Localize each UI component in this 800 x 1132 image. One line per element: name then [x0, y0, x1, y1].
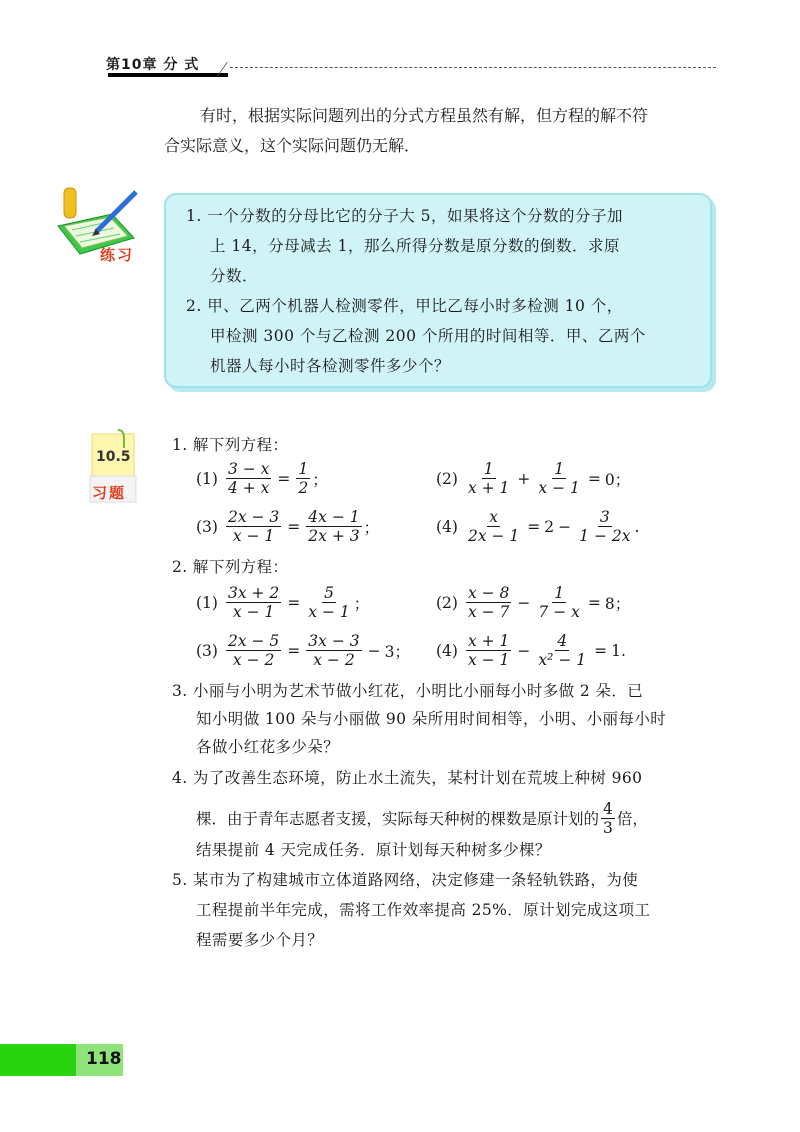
- q3-line-3: 各做小红花多少朵？: [196, 738, 340, 756]
- intro-line-1: 有时，根据实际问题列出的分式方程虽然有解，但方程的解不符: [200, 106, 649, 125]
- q2-eq-3: (3) $\frac{2x - 5}{x - 2}$ = $\frac{3x - 3}{x - 2}$ − 3；: [196, 632, 410, 669]
- header-underline: [108, 73, 228, 77]
- q2-3-label: (3): [196, 641, 218, 660]
- q1-eq-2: (2) $\frac{1}{x + 1}$ + $\frac{1}{x - 1}$ = 0；: [436, 460, 631, 497]
- q1-3-label: (3): [196, 517, 218, 536]
- q1-eq-1: (1) $\frac{3 - x}{4 + x}$ = $\frac{1}{2}$ ；: [196, 460, 328, 497]
- q2-eq-1: (1) $\frac{3x + 2}{x - 1}$ = $\frac{5}{x - 1}$ ；: [196, 584, 370, 621]
- q1-title: 1. 解下列方程：: [172, 436, 289, 454]
- q4-frac-num: 4: [603, 799, 613, 818]
- q2-eq-4: (4) $\frac{x + 1}{x - 1}$ − $\frac{4}{\text{x² − 1}}$ = 1.: [436, 632, 626, 669]
- practice-line-4: 2. 甲、乙两个机器人检测零件，甲比乙每小时多检测 10 个，: [186, 297, 623, 315]
- q1-2-label: (2): [436, 469, 458, 488]
- exercise-badge-number: 10.5: [96, 449, 131, 465]
- q1-eq-3: (3) $\frac{2x - 3}{x - 1}$ = $\frac{4x - 1}{2x + 3}$ ；: [196, 508, 380, 545]
- q4-line-1: 4. 为了改善生态环境，防止水土流失，某村计划在荒坡上种树 960: [172, 769, 643, 787]
- q2-1-label: (1): [196, 593, 218, 612]
- q2-2-label: (2): [436, 593, 458, 612]
- q4-line-3: 结果提前 4 天完成任务．原计划每天种树多少棵？: [196, 841, 551, 859]
- header-divider-slash: [217, 62, 238, 76]
- q1-1-label: (1): [196, 469, 218, 488]
- q1-eq-4: (4) $\frac{x}{2x - 1}$ = 2 − $\frac{3}{1 - 2x}$ .: [436, 508, 640, 545]
- q5-line-1: 5. 某市为了构建城市立体道路网络，决定修建一条轻轨铁路，为使: [172, 871, 639, 889]
- practice-line-1: 1. 一个分数的分母比它的分子大 5，如果将这个分数的分子加: [186, 207, 624, 225]
- q5-line-3: 程需要多少个月？: [196, 931, 324, 949]
- q4-line-2: [196, 794, 648, 842]
- q1-4-label: (4): [436, 517, 458, 536]
- q2-title: 2. 解下列方程：: [172, 558, 289, 576]
- q4-line-2-tail: 倍，: [616, 810, 648, 828]
- header-dashed-rule: [230, 67, 716, 68]
- page-number: 118: [86, 1049, 122, 1069]
- q2-eq-2: (2) $\frac{x - 8}{x - 7}$ − $\frac{1}{7 - x}$ = 8；: [436, 584, 631, 621]
- q4-line-2-text: 棵．由于青年志愿者支援，实际每天种树的棵数是原计划的: [196, 810, 600, 828]
- practice-line-3: 分数．: [210, 267, 259, 285]
- practice-line-2: 上 14，分母减去 1，那么所得分数是原分数的倒数．求原: [210, 237, 620, 255]
- q3-line-2: 知小明做 100 朵与小丽做 90 朵所用时间相等，小明、小丽每小时: [196, 710, 667, 728]
- intro-line-2: 合实际意义，这个实际问题仍无解．: [164, 136, 421, 155]
- exercise-badge-label: 习题: [92, 484, 127, 502]
- q4-frac-den: 3: [603, 818, 613, 837]
- q2-4-label: (4): [436, 641, 458, 660]
- q3-line-1: 3. 小丽与小明为艺术节做小红花，小明比小丽每小时多做 2 朵．已: [172, 682, 644, 700]
- practice-label: 练习: [100, 246, 135, 264]
- page-number-bar-accent: [0, 1044, 76, 1076]
- practice-line-5: 甲检测 300 个与乙检测 200 个所用的时间相等．甲、乙两个: [210, 327, 646, 345]
- q5-line-2: 工程提前半年完成，需将工作效率提高 25%．原计划完成这项工: [196, 901, 651, 919]
- practice-line-6: 机器人每小时各检测零件多少个？: [210, 357, 451, 375]
- chapter-header: 第10章 分 式: [106, 57, 200, 73]
